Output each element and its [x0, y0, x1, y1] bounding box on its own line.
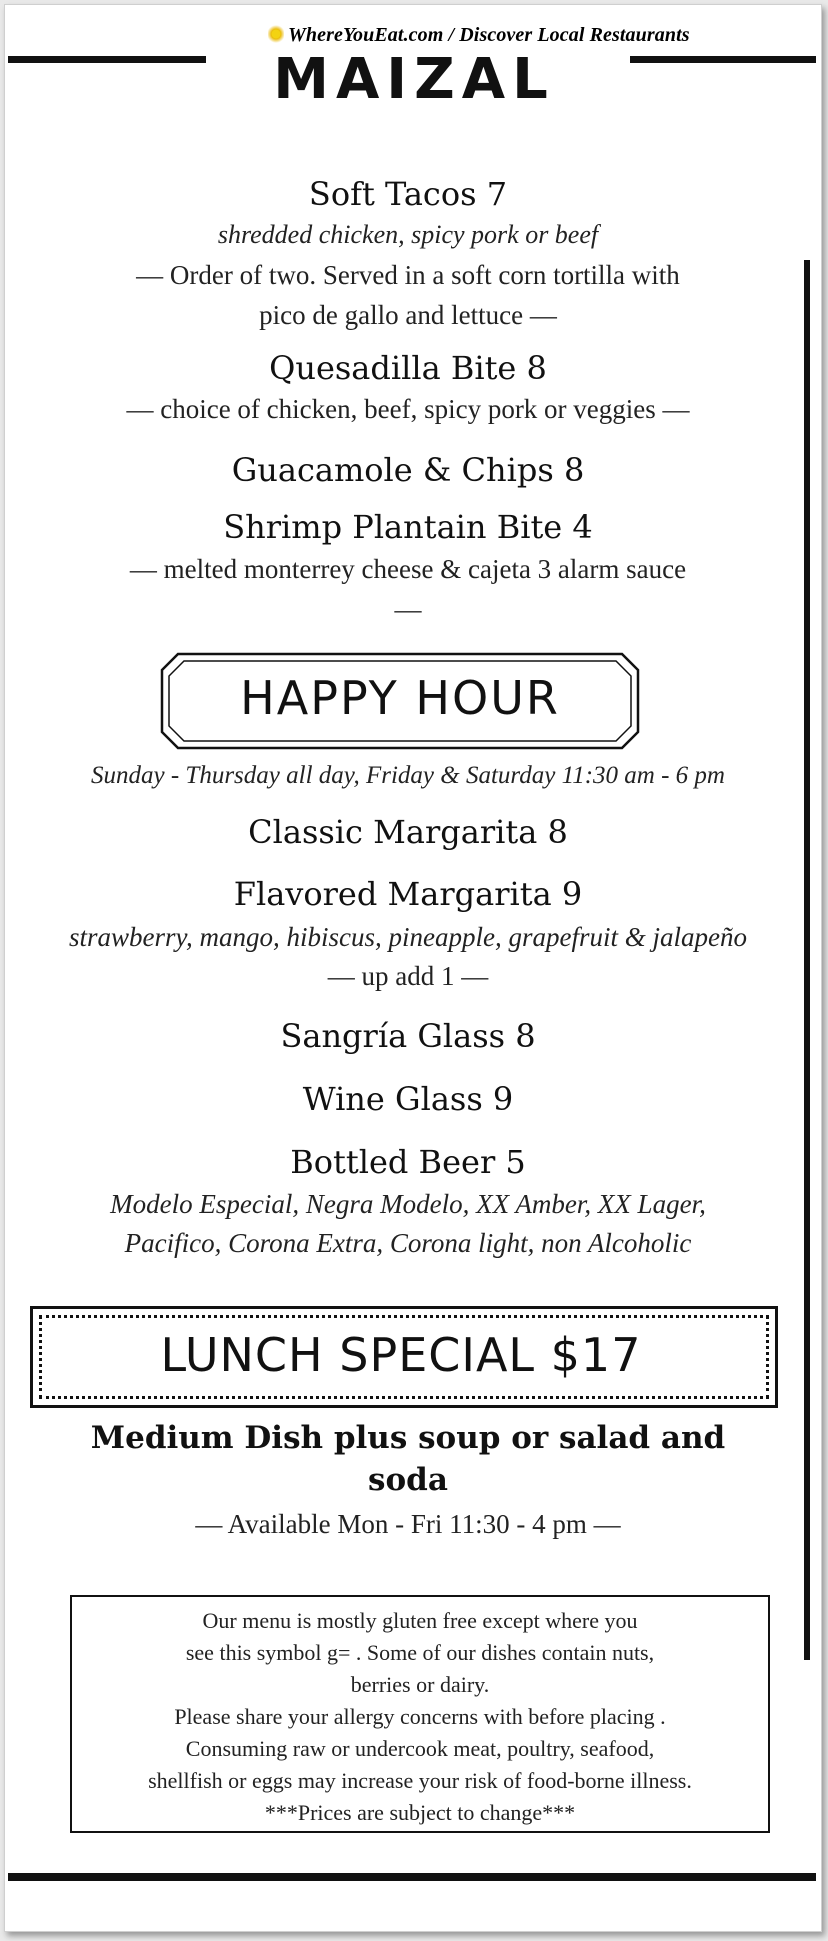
- item-shrimp-plantain-bite: Shrimp Plantain Bite 4: [223, 508, 593, 546]
- item-guacamole-chips: Guacamole & Chips 8: [231, 451, 585, 489]
- watermark[interactable]: [268, 24, 690, 47]
- watermark-logo-icon: [268, 24, 284, 44]
- item-wine-glass: Wine Glass 9: [302, 1080, 514, 1118]
- allergy-notice-box: [70, 1595, 770, 1833]
- footer-rule: [8, 1873, 816, 1881]
- item-flavored-margarita-flavors: strawberry, mango, hibiscus, pineapple, grapefruit & jalapeño: [69, 922, 747, 952]
- item-classic-margarita: Classic Margarita 8: [248, 813, 568, 851]
- item-shrimp-desc-2: —: [394, 594, 422, 624]
- watermark-text: WhereYouEat.com / Discover Local Restaurants: [288, 24, 690, 46]
- notice-line: see this symbol g= . Some of our dishes contain nuts,: [185, 1640, 655, 1665]
- lunch-special-availability: — Available Mon - Fri 11:30 - 4 pm —: [195, 1509, 621, 1539]
- notice-line: ***Prices are subject to change***: [264, 1800, 576, 1825]
- happy-hour-times: Sunday - Thursday all day, Friday & Saturday 11:30 am - 6 pm: [91, 762, 725, 789]
- item-soft-tacos-desc-1: — Order of two. Served in a soft corn tortilla with: [136, 260, 680, 290]
- lunch-special-desc-1: Medium Dish plus soup or salad and: [90, 1420, 726, 1456]
- notice-line: Our menu is mostly gluten free except where you: [202, 1608, 638, 1633]
- notice-line: Please share your allergy concerns with before placing .: [174, 1704, 666, 1729]
- item-flavored-margarita-upcharge: — up add 1 —: [327, 961, 489, 991]
- item-quesadilla-bite: Quesadilla Bite 8: [269, 349, 547, 387]
- happy-hour-title: HAPPY HOUR: [240, 671, 560, 725]
- item-bottled-beer: Bottled Beer 5: [290, 1143, 526, 1181]
- item-soft-tacos-options: shredded chicken, spicy pork or beef: [217, 220, 599, 249]
- notice-line: berries or dairy.: [350, 1672, 490, 1697]
- lunch-special-desc-2: soda: [368, 1462, 448, 1498]
- item-shrimp-desc-1: — melted monterrey cheese & cajeta 3 alarm sauce: [129, 554, 687, 584]
- notice-line: shellfish or eggs may increase your risk of food-borne illness.: [148, 1768, 692, 1793]
- bottled-beer-list-2: Pacifico, Corona Extra, Corona light, non Alcoholic: [124, 1228, 692, 1258]
- notice-line: Consuming raw or undercook meat, poultry, seafood,: [185, 1736, 655, 1761]
- item-soft-tacos: Soft Tacos 7: [308, 175, 508, 213]
- bottled-beer-list-1: Modelo Especial, Negra Modelo, XX Amber, XX Lager,: [110, 1189, 706, 1219]
- lunch-special-title: LUNCH SPECIAL $17: [160, 1328, 642, 1382]
- item-flavored-margarita: Flavored Margarita 9: [233, 875, 583, 913]
- item-soft-tacos-desc-2: pico de gallo and lettuce —: [259, 300, 557, 330]
- restaurant-logo: MAIZAL: [273, 47, 555, 112]
- item-quesadilla-desc: — choice of chicken, beef, spicy pork or veggies —: [126, 394, 690, 424]
- item-sangria-glass: Sangría Glass 8: [280, 1017, 536, 1055]
